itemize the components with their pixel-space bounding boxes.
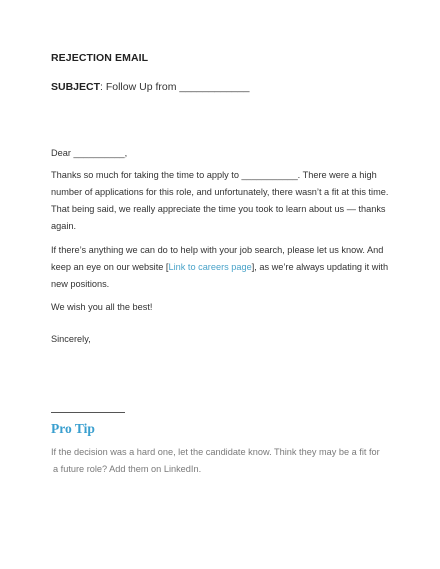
greeting: Dear __________, (51, 148, 128, 158)
help-paragraph (51, 242, 391, 293)
pro-tip-line-1: If the decision was a hard one, let the candidate know. Think they may be a fit for (51, 447, 380, 457)
document-title: REJECTION EMAIL (51, 52, 149, 64)
pro-tip-title: Pro Tip (51, 421, 95, 436)
well-wishes: We wish you all the best! (51, 302, 153, 312)
careers-page-link[interactable]: Link to careers page (168, 262, 252, 272)
help-text-after: ], as we’re always updating it with new positions. (51, 262, 389, 289)
signature-line (51, 412, 125, 413)
pro-tip-body (51, 444, 396, 478)
subject-line (51, 81, 249, 93)
subject-label: SUBJECT (51, 81, 101, 93)
pro-tip-line-2: a future role? Add them on LinkedIn. (53, 464, 202, 474)
help-text-before: If there’s anything we can do to help with your job search, please let us know. And keep an eye on our website [ (51, 245, 384, 272)
subject-text: : Follow Up from ____________ (100, 81, 250, 93)
thanks-paragraph: Thanks so much for taking the time to apply to ___________. There were a high number of applications for this role, and unfortunately, there wasn’t a fit at this time. That being said, we really appreciate the time you took to learn about us — thanks again. (51, 170, 389, 231)
closing: Sincerely, (51, 334, 91, 344)
